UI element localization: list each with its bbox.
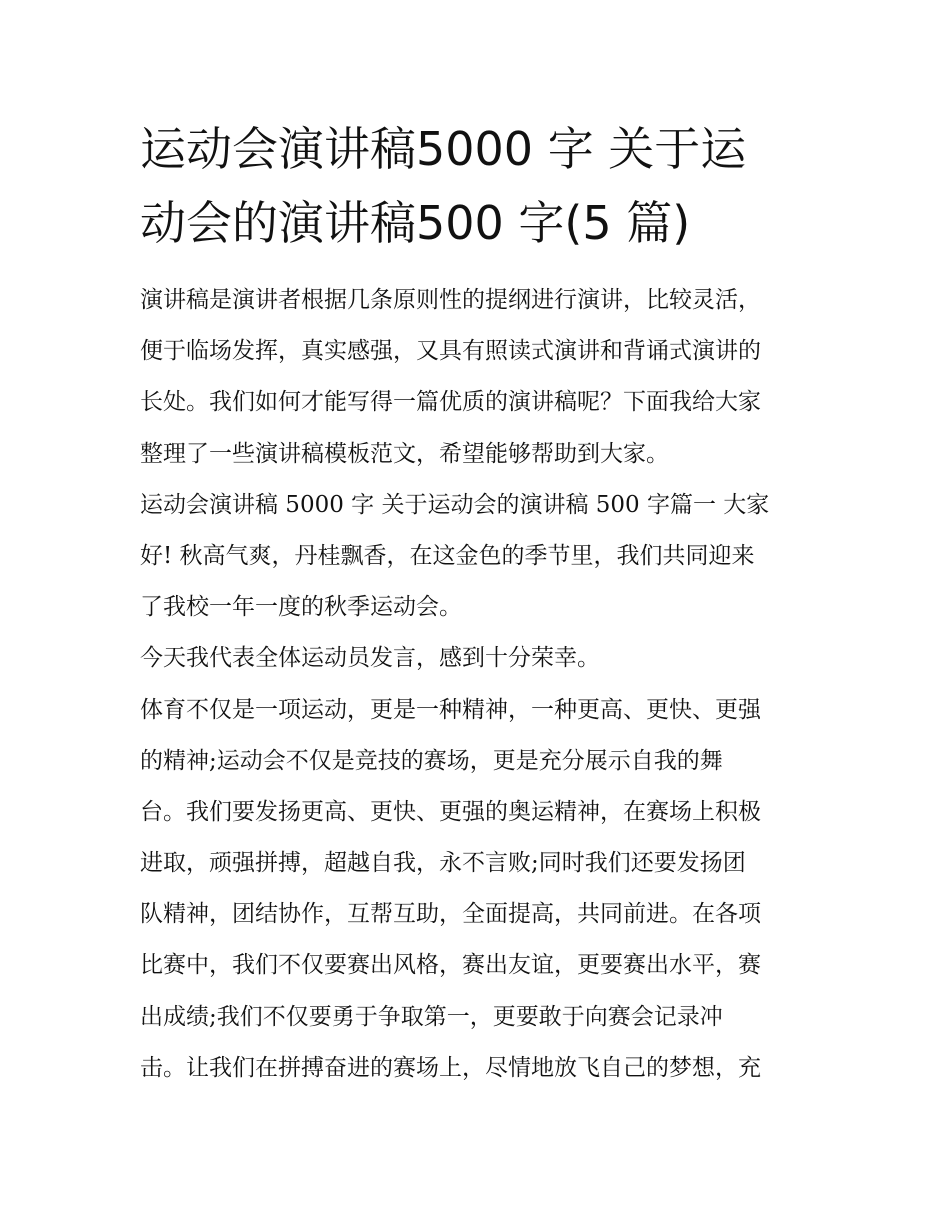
body-line: 比赛中，我们不仅要赛出风格，赛出友谊，更要赛出水平，赛 xyxy=(140,952,761,979)
body-line: 整理了一些演讲稿模板范文，希望能够帮助到大家。 xyxy=(140,440,669,467)
body-line: 演讲稿是演讲者根据几条原则性的提纲进行演讲，比较灵活， xyxy=(140,287,761,313)
body-line: 长处。我们如何才能写得一篇优质的演讲稿呢？下面我给大家 xyxy=(140,389,761,416)
body-line: 进取，顽强拼搏，超越自我，永不言败;同时我们还要发扬团 xyxy=(140,850,746,877)
body-line: 体育不仅是一项运动，更是一种精神，一种更高、更快、更强 xyxy=(140,696,761,723)
document-title xyxy=(140,112,830,260)
body-line: 了我校一年一度的秋季运动会。 xyxy=(140,594,462,621)
body-line: 便于临场发挥，真实感强，又具有照读式演讲和背诵式演讲的 xyxy=(140,338,761,365)
title-line: 运动会演讲稿5000 字 关于运 xyxy=(140,122,747,176)
body-line: 队精神，团结协作，互帮互助，全面提高，共同前进。在各项 xyxy=(140,901,761,928)
body-line: 今天我代表全体运动员发言，感到十分荣幸。 xyxy=(140,645,600,672)
document-body xyxy=(140,275,820,1094)
body-line: 出成绩;我们不仅要勇于争取第一，更要敢于向赛会记录冲 xyxy=(140,1003,723,1030)
body-line: 好! 秋高气爽，丹桂飘香，在这金色的季节里，我们共同迎来 xyxy=(140,542,755,569)
body-line: 的精神;运动会不仅是竞技的赛场，更是充分展示自我的舞 xyxy=(140,747,723,774)
body-line: 击。让我们在拼搏奋进的赛场上，尽情地放飞自己的梦想，充 xyxy=(140,1054,761,1081)
title-line: 动会的演讲稿500 字(5 篇) xyxy=(140,196,691,250)
body-line: 台。我们要发扬更高、更快、更强的奥运精神，在赛场上积极 xyxy=(140,798,761,825)
body-line: 运动会演讲稿 5000 字 关于运动会的演讲稿 500 字篇一 大家 xyxy=(140,491,770,518)
